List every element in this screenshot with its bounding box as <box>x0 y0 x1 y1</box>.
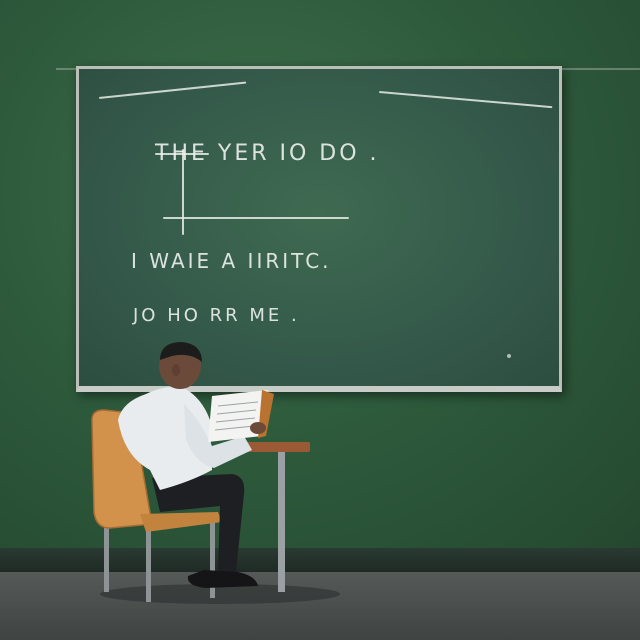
chalk-line-2: I WAIE A IIRITC. <box>131 249 332 273</box>
hand <box>250 422 266 434</box>
chair-leg-back <box>104 522 109 592</box>
chair-seat <box>140 512 222 532</box>
desk-leg <box>278 452 285 592</box>
chalk-line-1: THE YER IO DO . <box>155 141 380 166</box>
chalk-line-3: JO HO RR ME . <box>133 305 300 326</box>
ear <box>172 364 180 376</box>
shoe <box>188 570 258 588</box>
chair-leg-front <box>146 520 151 602</box>
